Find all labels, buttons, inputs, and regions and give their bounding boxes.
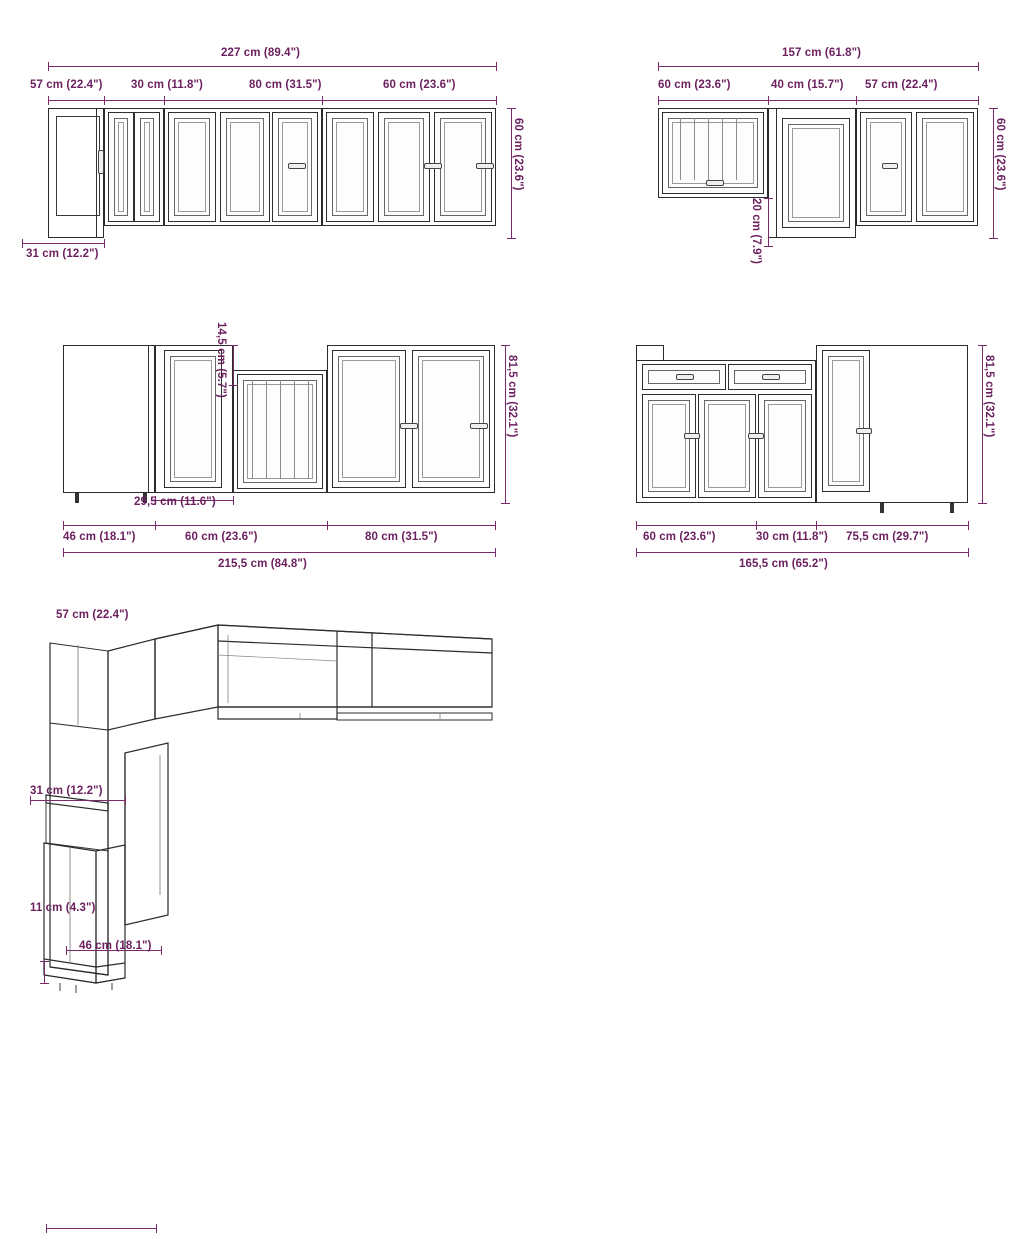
dim-seg-57: 57 cm (22.4") (30, 79, 103, 91)
dim-seg-57b: 57 cm (22.4") (865, 79, 938, 91)
handle-drawer-b (762, 374, 780, 380)
view-base-cabinets-run (0, 300, 540, 590)
handle-755 (856, 428, 872, 434)
dim-height-60: 60 cm (23.6") (512, 118, 524, 191)
dim-line-segments-3 (63, 525, 495, 526)
view-upper-cabinets-short-run (610, 0, 1024, 280)
dim-depth-31b: 31 cm (12.2") (30, 785, 103, 797)
door-60-b (378, 112, 430, 222)
door-57-b (916, 112, 974, 222)
dim-height-815: 81,5 cm (32.1") (506, 355, 518, 438)
dim-seg-60d: 60 cm (23.6") (643, 531, 716, 543)
dim-height-145: 14,5 cm (5.7") (215, 322, 227, 398)
dim-seg-755: 75,5 cm (29.7") (846, 531, 929, 543)
door-40 (782, 118, 850, 228)
perspective-line-art (0, 595, 540, 1024)
door-base2-a (642, 394, 696, 498)
dim-line-145 (233, 345, 234, 385)
dim-seg-80: 80 cm (31.5") (249, 79, 322, 91)
handle-base2-a (684, 433, 700, 439)
dim-line-total-2155 (63, 552, 495, 553)
door-30-right (134, 112, 160, 222)
door-base2-b (698, 394, 756, 498)
dim-seg-30: 30 cm (11.8") (131, 79, 203, 91)
view-corner-kitchen-perspective (0, 595, 540, 1024)
dim-seg-30b: 30 cm (11.8") (756, 531, 828, 543)
dim-seg-80c: 80 cm (31.5") (365, 531, 438, 543)
dim-seg-40: 40 cm (15.7") (771, 79, 844, 91)
dim-line-depth (22, 243, 104, 244)
dim-depth-57: 57 cm (22.4") (56, 609, 129, 621)
door-80-a (168, 112, 216, 222)
handle-glass-60 (706, 180, 724, 186)
dim-seg-60b: 60 cm (23.6") (658, 79, 731, 91)
dim-line-total-width-157 (658, 66, 978, 67)
view-base-cabinets-short-run (610, 300, 1024, 590)
door-80-b (220, 112, 270, 222)
door-base2-755 (822, 350, 870, 492)
handle-80-a (288, 163, 306, 169)
door-60-a (326, 112, 374, 222)
dim-line-total-1655 (636, 552, 968, 553)
dim-depth-46: 46 cm (18.1") (79, 940, 152, 952)
dim-total-width-1655: 165,5 cm (65.2") (739, 558, 828, 570)
dim-line-total-width (48, 66, 496, 67)
dim-total-width-157: 157 cm (61.8") (782, 47, 862, 59)
dim-seg-60: 60 cm (23.6") (383, 79, 456, 91)
cabinet-corner-front-face (56, 116, 100, 216)
leg-left (75, 493, 79, 503)
door-base-80-a (332, 350, 406, 488)
handle-60-b (476, 163, 494, 169)
dim-seg-46: 46 cm (18.1") (63, 531, 136, 543)
handle-base2-b (748, 433, 764, 439)
dim-line-depth-57 (46, 1228, 156, 1229)
dim-width-295: 29,5 cm (11.6") (134, 496, 216, 508)
leg-2-left (880, 503, 884, 513)
handle-base-80-a (400, 423, 418, 429)
dim-line-segments-2 (658, 100, 978, 101)
dim-line-plinth-11 (44, 961, 45, 983)
dim-total-width-227: 227 cm (89.4") (221, 47, 301, 59)
base-corner-unit (63, 345, 155, 493)
dim-seg-60c: 60 cm (23.6") (185, 531, 258, 543)
handle-base-80-b (470, 423, 488, 429)
handle-drawer-a (676, 374, 694, 380)
dim-plinth-11: 11 cm (4.3") (30, 902, 96, 914)
door-base-60 (164, 350, 222, 488)
handle-60-a (424, 163, 442, 169)
dim-height-815b: 81,5 cm (32.1") (983, 355, 995, 438)
dim-line-segments (48, 100, 496, 101)
leg-2-right (950, 503, 954, 513)
dim-line-height-20 (768, 198, 769, 246)
dim-total-width-2155: 215,5 cm (84.8") (218, 558, 307, 570)
dim-depth-31: 31 cm (12.2") (26, 248, 99, 260)
door-base-80-b (412, 350, 490, 488)
dim-height-20: 20 cm (7.9") (750, 198, 762, 265)
dim-height-60b: 60 cm (23.6") (994, 118, 1006, 191)
dim-line-depth-31b (30, 800, 125, 801)
handle-57 (882, 163, 898, 169)
door-30-left (108, 112, 134, 222)
door-base2-c (758, 394, 812, 498)
view-upper-cabinets-run (0, 0, 540, 280)
dim-line-segments-4 (636, 525, 968, 526)
